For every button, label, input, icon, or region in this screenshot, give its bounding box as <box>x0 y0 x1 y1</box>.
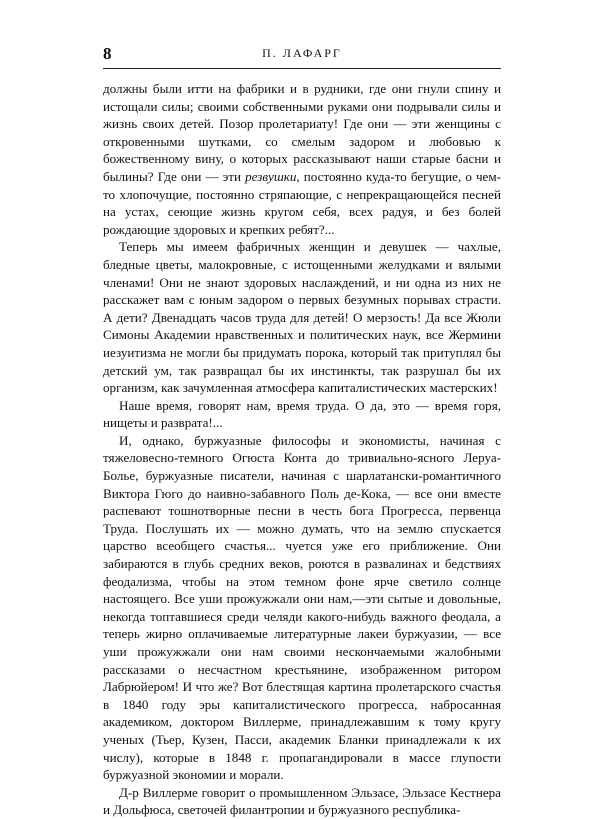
paragraph-4: И, однако, буржуазные философы и экономисты, начиная с тяжеловесно-темного Огюста Конта до тривиально-ясного Леруа-Болье, буржуазные писатели, начиная с шарлатански-романтичного Виктора Гюго до наивно-забавного Поль де-Кока, — все они вместе распевают тошнотворные песни в честь бога Прогресса, первенца Труда. Послушать их — можно думать, что на землю спускается царство всеобщего счастья... чуется уже его приближение. Они забираются в глубь средних веков, роются в развалинах и бедствиях феодализма, чтобы на этом темном фоне ярче светило солнце настоящего. Все уши прожужжали они нам,—эти сытые и довольные, некогда топтавшиеся среди челяди какого-нибудь важного феодала, а теперь жирно оплачиваемые литературные лакеи буржуазии, — все уши прожужжали они нам своими нескончаемыми жалобными рассказами о несчастном крестьянине, изображенном ритором Лабрюйером! И что же? Вот блестящая картина пролетарского счастья в 1840 году эры капиталистического прогресса, набросанная академиком, доктором Виллерме, принадлежавшим к тому кругу ученых (Тьер, Кузен, Пасси, академик Бланки принадлежали к их числу), которые в 1848 г. пропагандировали в массе глупости буржуазной экономии и морали. <box>103 432 501 783</box>
paragraph-1: должны были итти на фабрики и в рудники, где они гнули спину и истощали силы; своими собственными руками они подрывали силы и жизнь своих детей. Позор пролетариату! Где они — эти женщины с откровенными шутками, со смелым задором и любовью к божественному вину, о которых рассказывают наши старые басни и былины? Где они — эти резвушки, постоянно куда-то бегущие, о чем-то хлопочущие, постоянно стряпающие, с непрекращающейся песней на устах, сеющие жизнь кругом себя, всех радуя, и без болей рождающие здоровых и крепких ребят?... <box>103 81 502 237</box>
paragraph-5: Д-р Виллерме говорит о промышленном Эльзасе, Эльзасе Кестнера и Дольфюса, светочей филантропии и буржуазного республика- <box>103 784 501 818</box>
paragraph-2: Теперь мы имеем фабричных женщин и девушек — чахлые, бледные цветы, малокровные, с истощенными желудками и вялыми членами! Они не знают здоровых наслаждений, и ни одна из них не расскажет вам с юным задором о первых безумных порывах страсти. А дети? Двенадцать часов труда для детей! О мерзость! Да все Жюли Симоны Академии нравственных и политических наук, все Жермини иезуитизма не могли бы придумать порока, который так притуплял бы детский ум, так развращал бы их инстинкты, так разрушал бы их организм, как зачумленная атмосфера капиталистических мастерских! <box>103 239 501 396</box>
running-head: П. ЛАФАРГ <box>262 46 342 60</box>
page-number: 8 <box>103 44 112 63</box>
body-text <box>103 80 501 819</box>
emphasized-word: резвушки <box>245 168 297 184</box>
header-rule <box>103 68 501 69</box>
paragraph-3: Наше время, говорят нам, время труда. О да, это — время горя, нищеты и разврата!... <box>103 397 501 431</box>
page-header <box>103 44 501 66</box>
